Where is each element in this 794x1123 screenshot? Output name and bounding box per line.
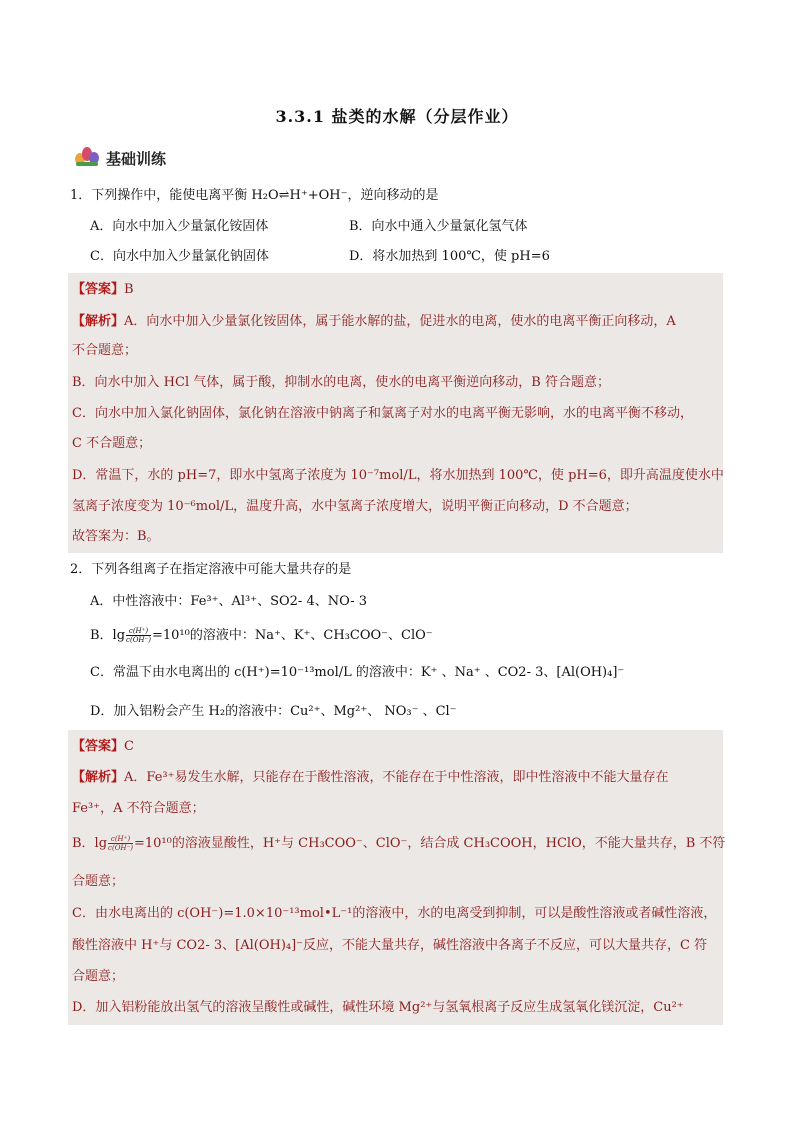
question-2-stem: 2．下列各组离子在指定溶液中可能大量共存的是 (70, 562, 352, 577)
ratio-fraction: $\frac{c(H^+)}{c(OH^-)}$ (108, 835, 133, 852)
q1-analysis-line-8: 故答案为：B。 (72, 529, 160, 544)
answer-tag: 【答案】 (72, 282, 125, 297)
q2-answer (72, 738, 134, 756)
q1-analysis-line-6: D．常温下，水的 pH=7，即水中氢离子浓度为 10⁻⁷mol/L，将水加热到 100℃，使 pH=6，即升高温度使水中 (72, 468, 724, 483)
q1-answer (72, 281, 134, 299)
section-label: 基础训练 (106, 149, 167, 168)
q2-analysis-line-7: 合题意； (72, 969, 125, 984)
section-heading (74, 145, 166, 171)
q1-analysis-line-3: B．向水中加入 HCl 气体，属于酸，抑制水的电离，使水的电离平衡逆向移动，B 符合题意； (72, 375, 610, 390)
q2-option-b: B．lg $\frac{c(H^+)}{c(OH^-)}$ =10¹⁰的溶液中：Na⁺、K⁺、CH₃COO⁻、ClO⁻ (90, 627, 433, 644)
analysis-tag: 【解析】 (72, 770, 125, 785)
q2-option-d: D．加入铝粉会产生 H₂的溶液中：Cu²⁺、Mg²⁺、 NO₃⁻ 、Cl⁻ (90, 704, 457, 719)
q1-answer-box (68, 273, 723, 553)
q2-analysis-line-5: C．由水电离出的 c(OH⁻)=1.0×10⁻¹³mol•L⁻¹的溶液中，水的电离受到抑制，可以是酸性溶液或者碱性溶液， (72, 906, 717, 921)
q1-analysis-line-7: 氢离子浓度变为 10⁻⁶mol/L，温度升高，水中氢离子浓度增大，说明平衡正向移动，D 不合题意； (72, 499, 638, 514)
q1-option-a: A．向水中加入少量氯化铵固体 (90, 219, 269, 234)
page-title: 3.3.1 盐类的水解（分层作业） (275, 107, 519, 126)
q1-analysis-line-2: 不合题意； (72, 343, 138, 358)
q2-analysis-line-1: 【解析】A．Fe³⁺易发生水解，只能存在于酸性溶液，不能存在于中性溶液，即中性溶液中不能大量存在 (72, 770, 669, 785)
flowers-icon (74, 145, 100, 171)
q1-analysis-line-4: C．向水中加入氯化钠固体，氯化钠在溶液中钠离子和氯离子对水的电离平衡无影响，水的电离平衡不移动， (72, 406, 693, 421)
q1-option-d: D．将水加热到 100℃，使 pH=6 (349, 249, 550, 264)
q2-option-a: A．中性溶液中：Fe³⁺、Al³⁺、SO2- 4、NO- 3 (90, 594, 368, 609)
ratio-fraction: $\frac{c(H^+)}{c(OH^-)}$ (126, 627, 151, 644)
q2-analysis-line-3: B．lg $\frac{c(H^+)}{c(OH^-)}$ =10¹⁰的溶液显酸性，H⁺与 CH₃COO⁻、ClO⁻，结合成 CH₃COOH，HClO，不能大量共存，B 不符 (72, 835, 726, 852)
q2-analysis-line-2: Fe³⁺，A 不符合题意； (72, 801, 205, 816)
q2-analysis-line-8: D．加入铝粉能放出氢气的溶液呈酸性或碱性，碱性环境 Mg²⁺与氢氧根离子反应生成氢氧化镁沉淀，Cu²⁺ (72, 1000, 684, 1015)
answer-value: B (124, 282, 134, 297)
q1-analysis-line-1: 【解析】A．向水中加入少量氯化铵固体，属于能水解的盐，促进水的电离，使水的电离平衡正向移动，A (72, 314, 676, 329)
q1-option-c: C．向水中加入少量氯化钠固体 (90, 249, 269, 264)
answer-tag: 【答案】 (72, 739, 125, 754)
q2-analysis-line-4: 合题意； (72, 874, 125, 889)
question-1-stem: 1．下列操作中，能使电离平衡 H₂O⇌H⁺+OH⁻，逆向移动的是 (70, 188, 439, 203)
q1-analysis-line-5: C 不合题意； (72, 436, 152, 451)
analysis-tag: 【解析】 (72, 314, 125, 329)
q2-answer-box (68, 730, 726, 1025)
q2-analysis-line-6: 酸性溶液中 H⁺与 CO2- 3、[Al(OH)₄]⁻反应，不能大量共存，碱性溶液中各离子不反应，可以大量共存，C 符 (72, 938, 708, 953)
answer-value: C (124, 739, 134, 754)
q2-option-c: C．常温下由水电离出的 c(H⁺)=10⁻¹³mol/L 的溶液中：K⁺ 、Na⁺ 、CO2- 3、[Al(OH)₄]⁻ (90, 665, 625, 680)
q1-option-b: B．向水中通入少量氯化氢气体 (349, 219, 528, 234)
